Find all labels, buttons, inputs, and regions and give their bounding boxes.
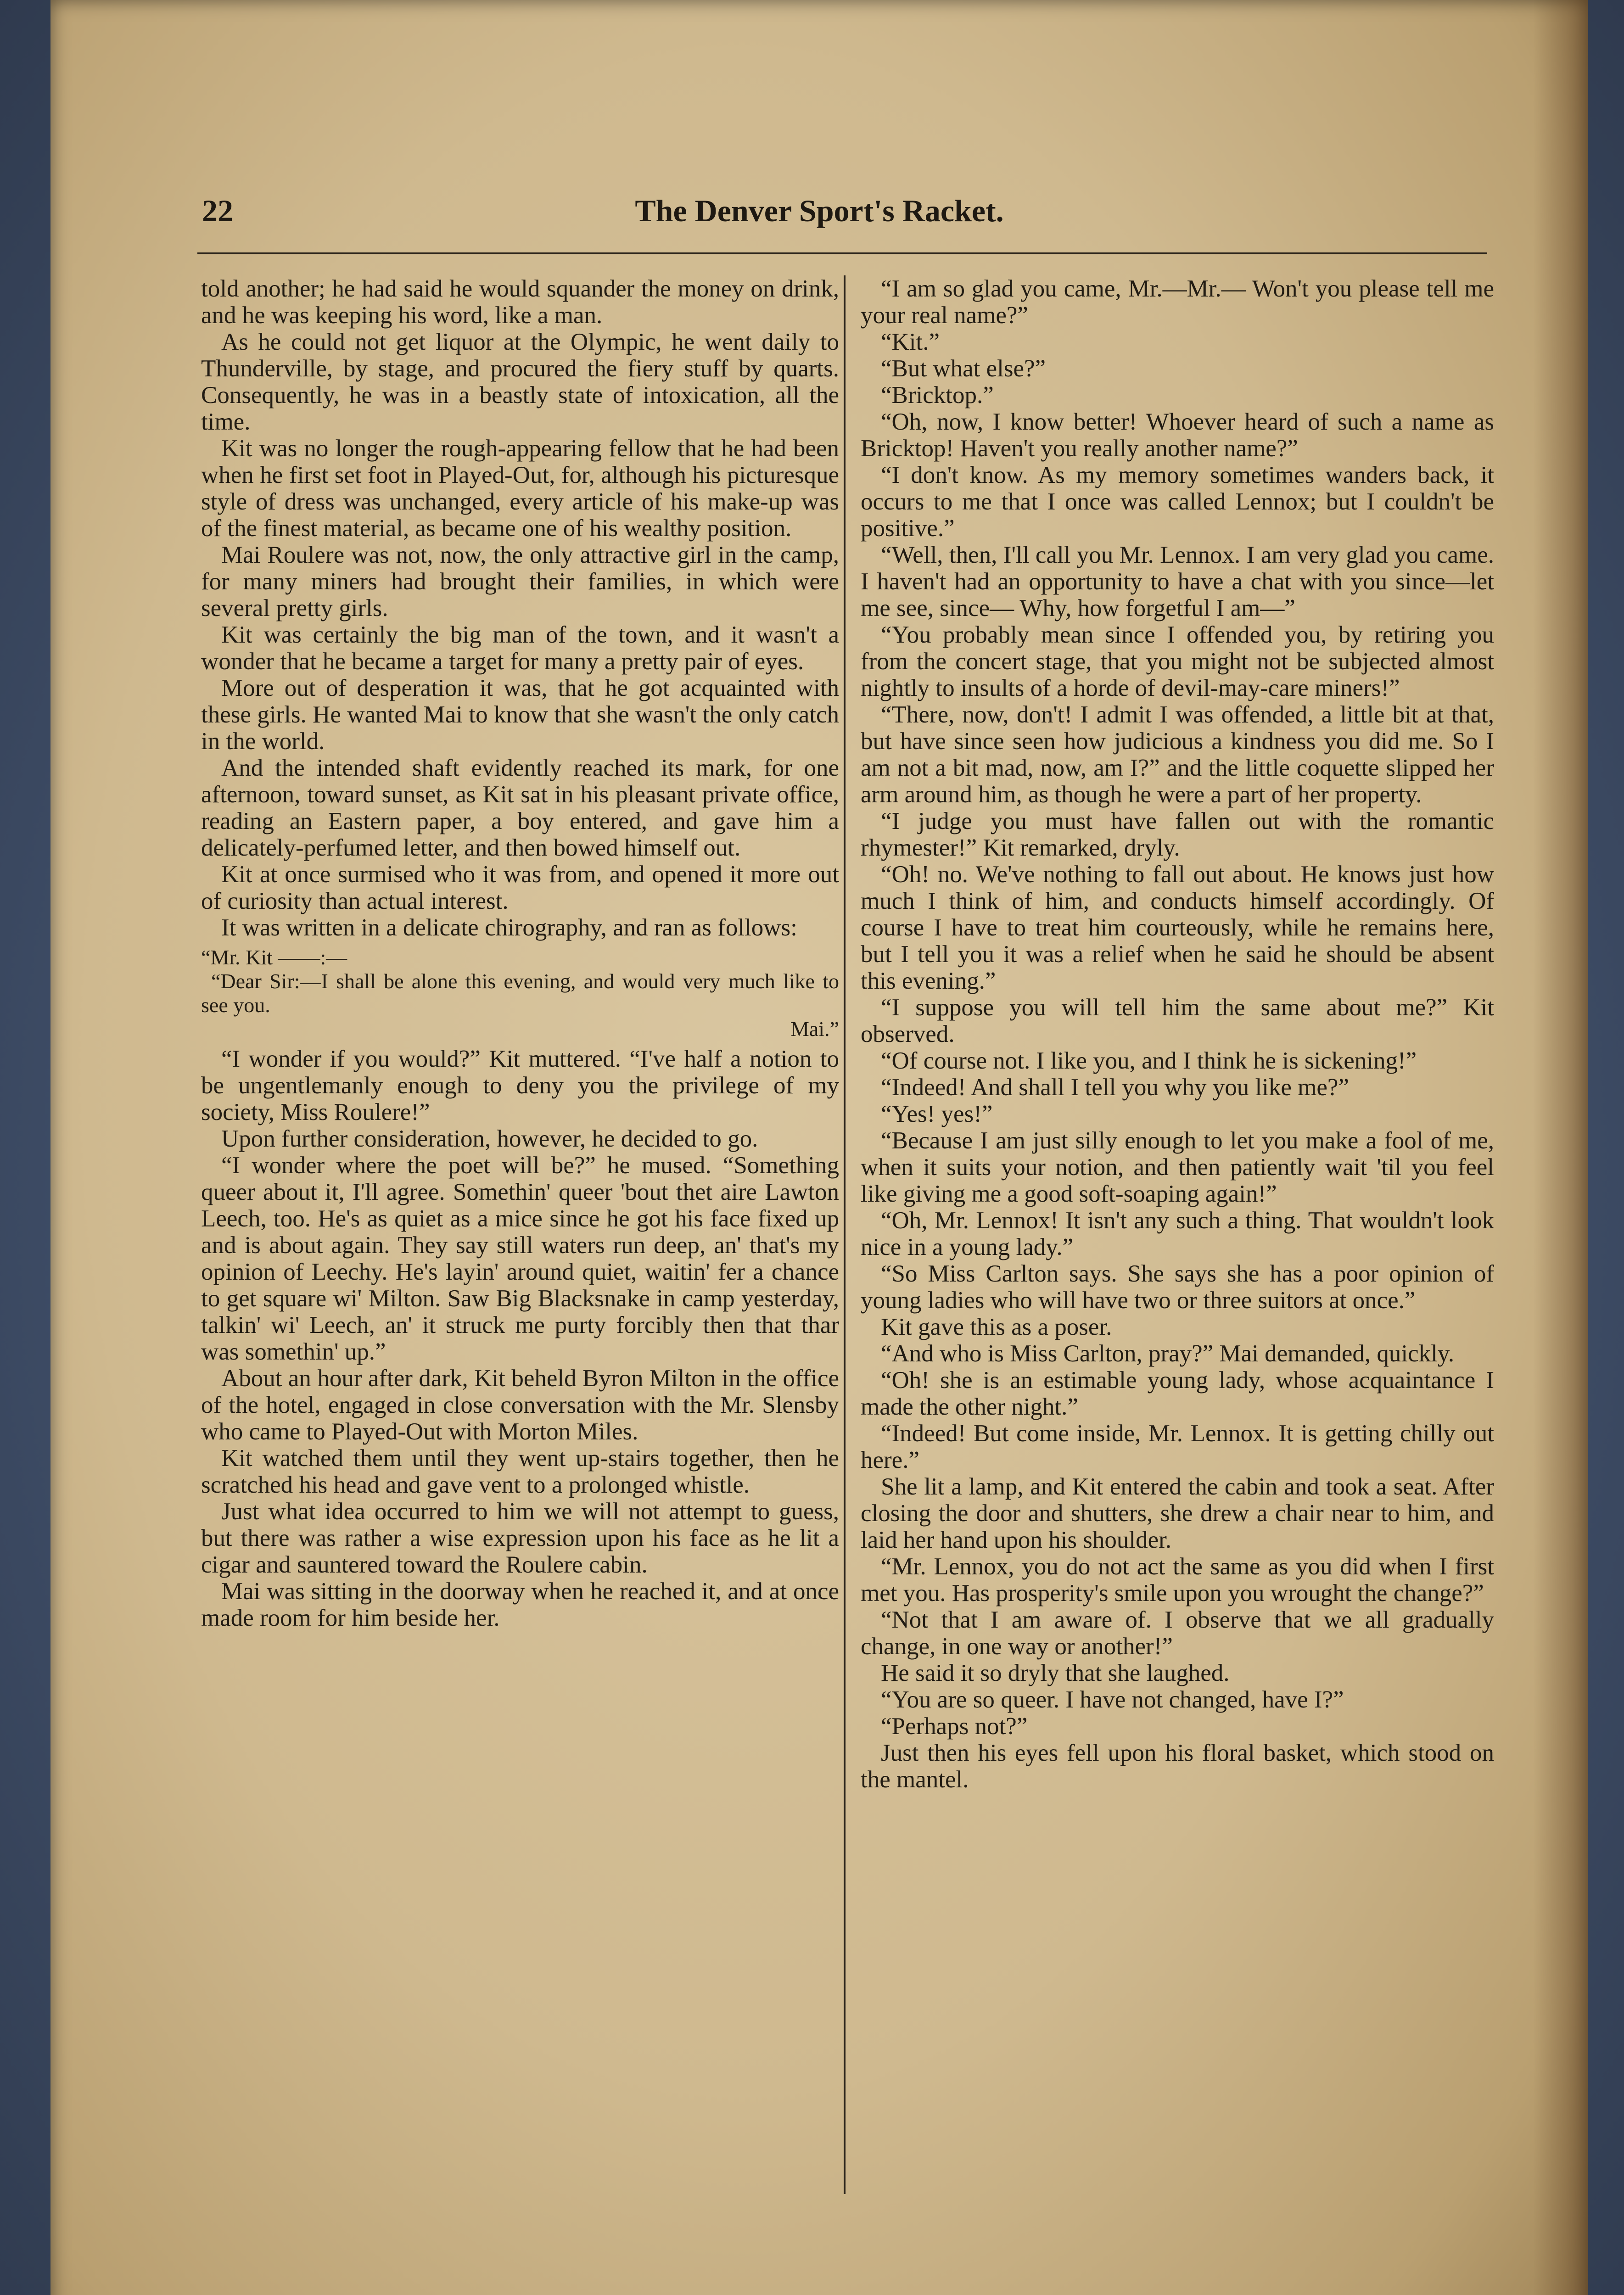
paragraph: “I judge you must have fallen out with the romantic rhymester!” Kit remarked, dryly. <box>861 808 1494 861</box>
paragraph: “Because I am just silly enough to let you make a fool of me, when it suits your notion, and then patiently wait 'til you feel like giving me a good soft-soaping again!” <box>861 1127 1494 1207</box>
paragraph: Just then his eyes fell upon his floral basket, which stood on the mantel. <box>861 1740 1494 1793</box>
paragraph: “Not that I am aware of. I observe that we all gradually change, in one way or another!” <box>861 1606 1494 1660</box>
letter-salutation: “Mr. Kit ——:— <box>201 946 347 969</box>
paragraph: Kit watched them until they went up-stairs together, then he scratched his head and gave vent to a prolonged whistle. <box>201 1445 839 1498</box>
page-header <box>151 193 1487 262</box>
page-number: 22 <box>202 193 233 228</box>
paragraph: “Well, then, I'll call you Mr. Lennox. I am very glad you came. I haven't had an opportunity to have a chat with you since—let me see, since— Why, how forgetful I am—” <box>861 542 1494 621</box>
paragraph: “Kit.” <box>881 329 940 355</box>
paragraph: He said it so dryly that she laughed. <box>881 1660 1230 1686</box>
paragraph: “Mr. Lennox, you do not act the same as you did when I first met you. Has prosperity's smile upon you wrought the change?” <box>861 1553 1494 1606</box>
paragraph: And the intended shaft evidently reached its mark, for one afternoon, toward sunset, as Kit sat in his pleasant private office, reading an Eastern paper, a boy entered, and gave him a delicately-perfumed letter, and then bowed himself out. <box>201 755 839 861</box>
paragraph: “But what else?” <box>881 355 1046 382</box>
right-column <box>861 275 1494 1793</box>
paragraph: “I wonder where the poet will be?” he mused. “Something queer about it, I'll agree. Somethin' queer 'bout thet aire Lawton Leech, too. He's as quiet as a mice since he got his face fixed up and is about again. They say still waters run deep, an' that's my opinion of Leechy. He's layin' around quiet, waitin' fer a chance to get square wi' Milton. Saw Big Blacksnake in camp yesterday, talkin' wi' Leech, an' it struck me purty forcibly then that thar was somethin' up.” <box>201 1152 839 1365</box>
paragraph: As he could not get liquor at the Olympic, he went daily to Thunderville, by stage, and procured the fiery stuff by quarts. Consequently, he was in a beastly state of intoxication, all the time. <box>201 329 839 435</box>
paragraph: “So Miss Carlton says. She says she has a poor opinion of young ladies who will have two or three suitors at once.” <box>861 1260 1494 1314</box>
paragraph: Kit was certainly the big man of the town, and it wasn't a wonder that he became a target for many a pretty pair of eyes. <box>201 621 839 675</box>
paragraph: “Oh, now, I know better! Whoever heard of such a name as Bricktop! Haven't you really another name?” <box>861 409 1494 462</box>
paragraph: “I am so glad you came, Mr.—Mr.— Won't you please tell me your real name?” <box>861 275 1494 329</box>
paragraph: “I wonder if you would?” Kit muttered. “I've half a notion to be ungentlemanly enough to deny you the privilege of my society, Miss Roulere!” <box>201 1046 839 1125</box>
paragraph: More out of desperation it was, that he got acquainted with these girls. He wanted Mai to know that she wasn't the only catch in the world. <box>201 675 839 755</box>
page-spine-shadow <box>1533 0 1588 2295</box>
quoted-letter <box>201 946 839 1041</box>
left-column <box>201 275 839 1631</box>
paragraph: told another; he had said he would squander the money on drink, and he was keeping his word, like a man. <box>201 275 839 329</box>
paragraph: Kit gave this as a poser. <box>881 1314 1112 1340</box>
paragraph: Mai was sitting in the doorway when he reached it, and at once made room for him beside her. <box>201 1578 839 1631</box>
running-title: The Denver Sport's Racket. <box>635 193 1004 228</box>
header-rule <box>197 252 1487 254</box>
paragraph: It was written in a delicate chirography, and ran as follows: <box>221 914 797 941</box>
paragraph: “I suppose you will tell him the same about me?” Kit observed. <box>861 994 1494 1047</box>
paragraph: “Yes! yes!” <box>881 1101 993 1127</box>
paragraph: “Bricktop.” <box>881 382 994 409</box>
paragraph: About an hour after dark, Kit beheld Byron Milton in the office of the hotel, engaged in close conversation with the Mr. Slensby who came to Played-Out with Morton Miles. <box>201 1365 839 1445</box>
paragraph: Mai Roulere was not, now, the only attractive girl in the camp, for many miners had brought their families, in which were several pretty girls. <box>201 542 839 621</box>
paragraph: Kit at once surmised who it was from, and opened it more out of curiosity than actual interest. <box>201 861 839 914</box>
column-divider <box>844 275 846 2194</box>
paragraph: Upon further consideration, however, he decided to go. <box>221 1125 758 1152</box>
letter-signature: Mai.” <box>790 1017 839 1041</box>
paragraph: Kit was no longer the rough-appearing fellow that he had been when he first set foot in Played-Out, for, although his picturesque style of dress was unchanged, every article of his make-up was of the finest material, as became one of his wealthy position. <box>201 435 839 542</box>
paragraph: “Oh, Mr. Lennox! It isn't any such a thing. That wouldn't look nice in a young lady.” <box>861 1207 1494 1260</box>
paragraph: “I don't know. As my memory sometimes wanders back, it occurs to me that I once was called Lennox; but I couldn't be positive.” <box>861 462 1494 542</box>
paragraph: “There, now, don't! I admit I was offended, a little bit at that, but have since seen how judicious a kindness you did me. So I am not a bit mad, now, am I?” and the little coquette slipped her arm around him, as though he were a part of her property. <box>861 701 1494 808</box>
paragraph: “Indeed! And shall I tell you why you like me?” <box>881 1074 1349 1101</box>
paragraph: She lit a lamp, and Kit entered the cabin and took a seat. After closing the door and shutters, she drew a chair near to him, and laid her hand upon his shoulder. <box>861 1473 1494 1553</box>
letter-body: “Dear Sir:—I shall be alone this evening, and would very much like to see you. <box>201 969 839 1017</box>
paragraph: “Oh! she is an estimable young lady, whose acquaintance I made the other night.” <box>861 1367 1494 1420</box>
paragraph: Just what idea occurred to him we will not attempt to guess, but there was rather a wise expression upon his face as he lit a cigar and sauntered toward the Roulere cabin. <box>201 1498 839 1578</box>
paragraph: “Perhaps not?” <box>881 1713 1028 1740</box>
paragraph: “And who is Miss Carlton, pray?” Mai demanded, quickly. <box>881 1340 1455 1367</box>
paragraph: “You probably mean since I offended you, by retiring you from the concert stage, that you might not be subjected almost nightly to insults of a horde of devil-may-care miners!” <box>861 621 1494 701</box>
paragraph: “Indeed! But come inside, Mr. Lennox. It is getting chilly out here.” <box>861 1420 1494 1473</box>
paragraph: “Of course not. I like you, and I think he is sickening!” <box>881 1047 1417 1074</box>
paragraph: “You are so queer. I have not changed, have I?” <box>881 1686 1344 1713</box>
paragraph: “Oh! no. We've nothing to fall out about. He knows just how much I think of him, and conducts himself accordingly. Of course I have to treat him courteously, while he remains here, but I tell you it was a relief when he said he should be absent this evening.” <box>861 861 1494 994</box>
